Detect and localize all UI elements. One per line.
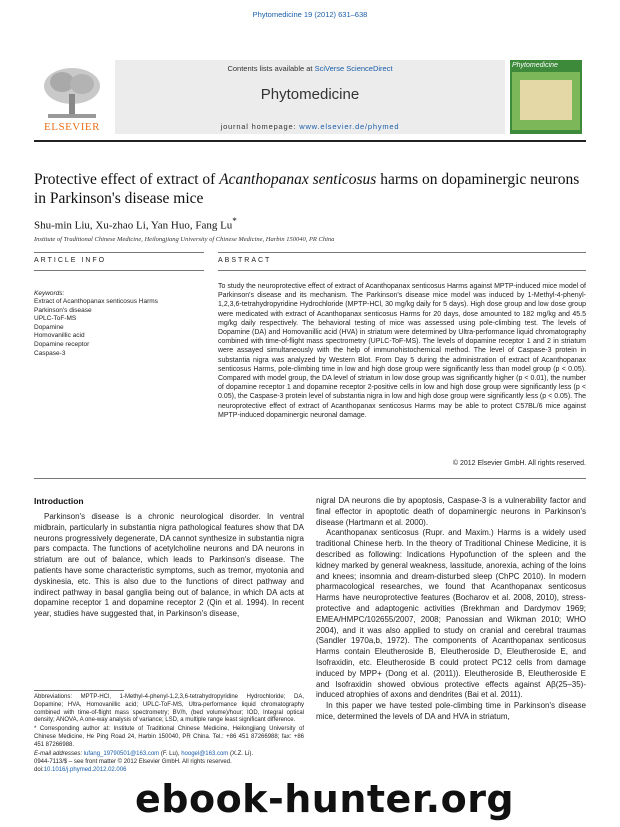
email-owner-1: (F. Lu), <box>159 750 182 757</box>
keyword-item: Homovanillic acid <box>34 332 85 340</box>
issn-line: 0944-7113/$ – see front matter © 2012 Elsevier GmbH. All rights reserved. <box>34 759 232 765</box>
email-link-1[interactable]: lufang_19790501@163.com <box>83 750 160 757</box>
contents-line <box>115 64 505 73</box>
journal-citation[interactable]: Phytomedicine 19 (2012) 631–638 <box>252 10 368 19</box>
email-link-2[interactable]: hoogel@163.com <box>181 750 229 757</box>
keyword-item: Parkinson's disease <box>34 306 92 314</box>
cover-image <box>520 80 572 120</box>
cover-title: Phytomedicine <box>512 62 558 69</box>
journal-homepage <box>115 122 505 131</box>
abstract-rule-top <box>218 252 586 253</box>
abstract-heading: ABSTRACT <box>218 257 272 264</box>
doi-line <box>34 766 314 774</box>
body-paragraph: In this paper we have tested pole-climbing time in Parkinson's disease mice, determined the levels of DA and HVA in striatum, <box>316 701 586 721</box>
issn-block <box>34 758 314 774</box>
journal-name: Phytomedicine <box>260 86 360 103</box>
keywords-label: Keywords: <box>34 290 65 297</box>
abstract-rule <box>218 270 586 271</box>
title-part-1: Protective effect of extract of <box>34 171 220 188</box>
body-paragraph: Acanthopanax senticosus (Rupr. and Maxim.) Harms is a widely used traditional Chinese herb. In the theory of Traditional Chinese Medicine, it is described as following: Indications Hypofunction of the spleen and the kidney marked by general weakness, lassitude, anorexia, aching of the loins and knees; insomnia and dream-disturbed sleep (ChPC 2010). In modern pharmacological researches, we found that Acanthopanax senticosus Harms have neuroprotective features (Bocharov et al. 2008, 2010), stress-protective and adaptogenic activities (Brekhman and Dardymov 1969; EMEA/HMPC/102655/2007, 2008; Panossian and Wikman 2010; WHO 2004), and it was also applied to study on cranial and cerebral traumas (Sandler 1970a,b, 1972). The components of Acanthopanax senticosus Harms contain Eleutheroside B, Eleutheroside D, Eleutheroside E, and Isofraxidin, etc. Eleutheroside B could protect PC12 cells from damage induced by MPP+ (Dong et al. (2011)). Eleutheroside B, Eleutheroside E and Isofraxidin showed obvious protective effects against Aβ(25–35)-induced atrophies of axons and dendrites (Bai et al. 2011). <box>316 528 586 700</box>
info-rule-top <box>34 252 204 253</box>
authors: Shu-min Liu, Xu-zhao Li, Yan Huo, Fang Lu <box>34 219 233 232</box>
keyword-item: Caspase-3 <box>34 349 66 357</box>
keyword-item: Dopamine <box>34 323 64 331</box>
title-species: Acanthopanax senticosus <box>219 171 377 188</box>
sciencedirect-link[interactable]: SciVerse ScienceDirect <box>314 64 393 73</box>
body-left-column <box>34 512 304 620</box>
watermark-text: ebook-hunter.org <box>135 777 515 821</box>
homepage-link[interactable]: www.elsevier.de/phymed <box>299 122 400 131</box>
body-paragraph: Parkinson's disease is a chronic neurological disorder. In ventral midbrain, particularly in substantia nigra pathological features show that DA neurons progressively degenerate, DA cannot synthesize in substantia nigra pars compacta. The functions of acetylcholine neurons and DA neurons in striatum are out of balance, which leads to Parkinson's disease. The patients have some characteristic symptoms, such as tremor, myotonia and dyskinesia, etc. This is also due to the functions of direct pathway and indirect pathway in basal ganglia being out of balance, in which DA acts at dopamine receptor 1 and dopamine receptor 2 (Qin et al. 1994). In recent year, studies have suggested that, in Parkinson's disease, <box>34 512 304 619</box>
abbreviations-footnote: Abbreviations: MPTP-HCl, 1-Methyl-4-phenyl-1,2,3,6-tetrahydropyridine Hydrochloride; DA, Dopamine; HVA, Homovanillic acid; UPLC-ToF-MS, Ultra-performance liquid chromatography combined with time-of-flight mass spectrometry; BV/h, (bed volume)/hour; IOD, Integral optical density; ANOVA, A one-way analysis of variance; LSD, a multiple range least significant difference. <box>34 694 304 724</box>
abstract-copyright: © 2012 Elsevier GmbH. All rights reserved. <box>452 460 586 467</box>
author-list <box>34 216 594 232</box>
footnote-rule <box>34 690 124 691</box>
email-label: E-mail addresses: <box>34 750 84 757</box>
body-paragraph: nigral DA neurons die by apoptosis, Caspase-3 is a vulnerability factor and final effector in apoptotic death of dopaminergic neurons in Parkinson's disease (Hartmann et al. 2000). <box>316 496 586 527</box>
contents-prefix: Contents lists available at <box>227 64 315 73</box>
header-rule <box>34 140 586 142</box>
doi-link[interactable]: 10.1016/j.phymed.2012.02.006 <box>43 767 127 773</box>
title-part-2: harms on dopaminergic neurons in Parkinson's disease mice <box>34 171 580 207</box>
keyword-item: Dopamine receptor <box>34 340 90 348</box>
corresponding-footnote: * Corresponding author at: Institute of Traditional Chinese Medicine, Heilongjiang University of Chinese Medicine, He Ping Road 24, Harbin 150040, PR China. Tel.: +86 451 87266988; fax: +86 451 87266988. <box>34 726 304 748</box>
keyword-item: Extract of Acanthopanax senticosus Harms <box>34 298 158 305</box>
affiliation: Institute of Traditional Chinese Medicine, Heilongjiang University of Chinese Medicine, Harbin 150040, PR China <box>34 236 335 243</box>
article-title <box>34 170 594 208</box>
doi-label: doi: <box>34 767 44 773</box>
keyword-item: UPLC-ToF-MS <box>34 315 77 323</box>
introduction-heading: Introduction <box>34 496 84 506</box>
abstract-text: To study the neuroprotective effect of extract of Acanthopanax senticosus Harms against MPTP-induced mice model of Parkinson's disease and its mechanism. The Parkinson's disease mice model was induced by 1-Methyl-4-phenyl-1,2,3,6-tetrahydropyridine Hydrochloride (MPTP-HCl, 30 mg/kg daily for 5 days). High dose group and low dose group were medicated with extract of Acanthopanax senticosus Harms for 20 days, dose amounted to 182 mg/kg and 45.5 mg/kg daily respectively. The behavioral testing of mice was assessed using pole-climbing test. The levels of Dopamine (DA) and Homovanillic acid (HVA) in striatum were determined by Ultra-performance liquid chromatography combined with time-of-flight mass spectrometry (UPLC-ToF-MS). The levels of dopamine receptor 1 and 2 in striatum were assayed simultaneously with the help of immunohistochemical method. The level of Caspase-3 protein in substantia nigra was analyzed by Western Blot. From Day 5 during the administration of extract of Acanthopanax senticosus Harms, pole-climbing time in low and high dose group were significantly less than model group (p < 0.05). Compared with model group, the DA level of striatum in low dose group was significantly higher (p < 0.01), the number of dopamine receptor 1 and dopamine receptor 2-positive cells in low and high dose group were significantly less (p < 0.05), the Caspase-3 protein level of substantia nigra in low and high dose group were significantly less (p < 0.05). The neuroprotective effect of extract of Acanthopanax senticosus Harms may be able to protect C57BL/6 mice against MPTP-induced dopaminergic neuronal damage. <box>218 283 586 419</box>
footnotes <box>34 694 304 759</box>
corresponding-mark[interactable]: * <box>232 216 237 226</box>
article-info-heading: ARTICLE INFO <box>34 257 107 264</box>
publisher-logo-text: ELSEVIER <box>44 121 100 133</box>
email-owner-2: (X.Z. Li). <box>228 750 253 757</box>
keywords-list <box>34 298 204 358</box>
homepage-prefix: journal homepage: <box>220 122 300 131</box>
body-right-column <box>316 496 586 723</box>
info-rule <box>34 270 204 271</box>
abstract-bottom-rule <box>34 478 586 479</box>
